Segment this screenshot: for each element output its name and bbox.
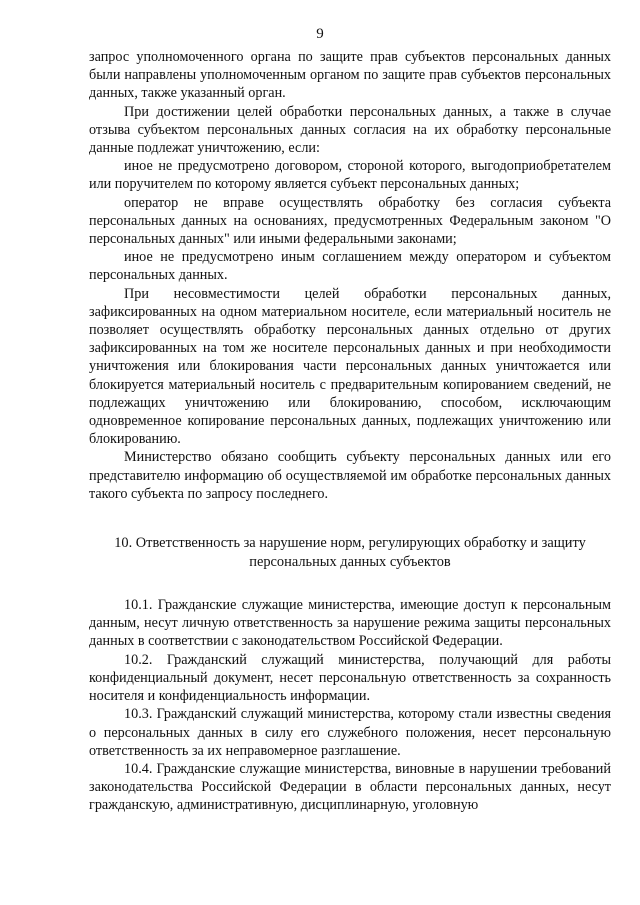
paragraph-10-1: 10.1. Гражданские служащие министерства, имеющие доступ к персональным данным, несут личную ответственность за нарушение режима защиты персональных данных в соответствии с законодательством Российской Федерации. bbox=[89, 597, 611, 650]
document-body bbox=[89, 48, 611, 815]
paragraph-10-4: 10.4. Гражданские служащие министерства, виновные в нарушении требований законодательства Российской Федерации в области персональных данных, несут гражданскую, административную, дисциплинарную, уголовную bbox=[89, 760, 611, 814]
paragraph-destruction-conditions: При достижении целей обработки персональных данных, а также в случае отзыва субъектом персональных данных согласия на их обработку персональные данные подлежат уничтожению, если: bbox=[89, 103, 611, 157]
section-heading-line1: 10. Ответственность за нарушение норм, регулирующих обработку и защиту bbox=[114, 535, 586, 552]
section-heading bbox=[89, 534, 611, 572]
paragraph-condition-operator: оператор не вправе осуществлять обработку без согласия субъекта персональных данных на основаниях, предусмотренных Федеральным законом "О персональных данных" или иными федеральными законами; bbox=[89, 194, 611, 248]
paragraph-10-3: 10.3. Гражданский служащий министерства, которому стали известны сведения о персональных данных в силу его служебного положения, несет персональную ответственность за их неправомерное разглашение. bbox=[89, 706, 611, 759]
paragraph-10-2: 10.2. Гражданский служащий министерства, получающий для работы конфиденциальный документ, несет персональную ответственность за сохранность носителя и конфиденциальность информации. bbox=[89, 651, 611, 705]
page-number: 9 bbox=[316, 26, 324, 42]
paragraph-incompatible-purposes: При несовместимости целей обработки персональных данных, зафиксированных на одном материальном носителе, если материальный носитель не позволяет осуществлять обработку персональных данных отдельно от других зафиксированных на том же носителе персональных данных и при необходимости уничтожения или блокирования части персональных данных уничтожается или блокируется материальный носитель с предварительным копированием сведений, не подлежащих уничтожению или блокированию, способом, исключающим одновременное копирование персональных данных, подлежащих уничтожению или блокированию. bbox=[89, 285, 611, 448]
paragraph-condition-contract: иное не предусмотрено договором, стороной которого, выгодоприобретателем или поручителем по которому является субъект персональных данных; bbox=[89, 158, 611, 193]
paragraph-ministry-obliged: Министерство обязано сообщить субъекту персональных данных или его представителю информацию об осуществляемой им обработке персональных данных такого субъекта по запросу последнего. bbox=[89, 449, 611, 502]
paragraph-continuation: запрос уполномоченного органа по защите прав субъектов персональных данных были направлены уполномоченным органом по защите прав субъектов персональных данных, также указанный орган. bbox=[89, 49, 611, 102]
paragraph-condition-agreement: иное не предусмотрено иным соглашением между оператором и субъектом персональных данных. bbox=[89, 249, 611, 284]
section-heading-line2: персональных данных субъектов bbox=[249, 554, 451, 571]
